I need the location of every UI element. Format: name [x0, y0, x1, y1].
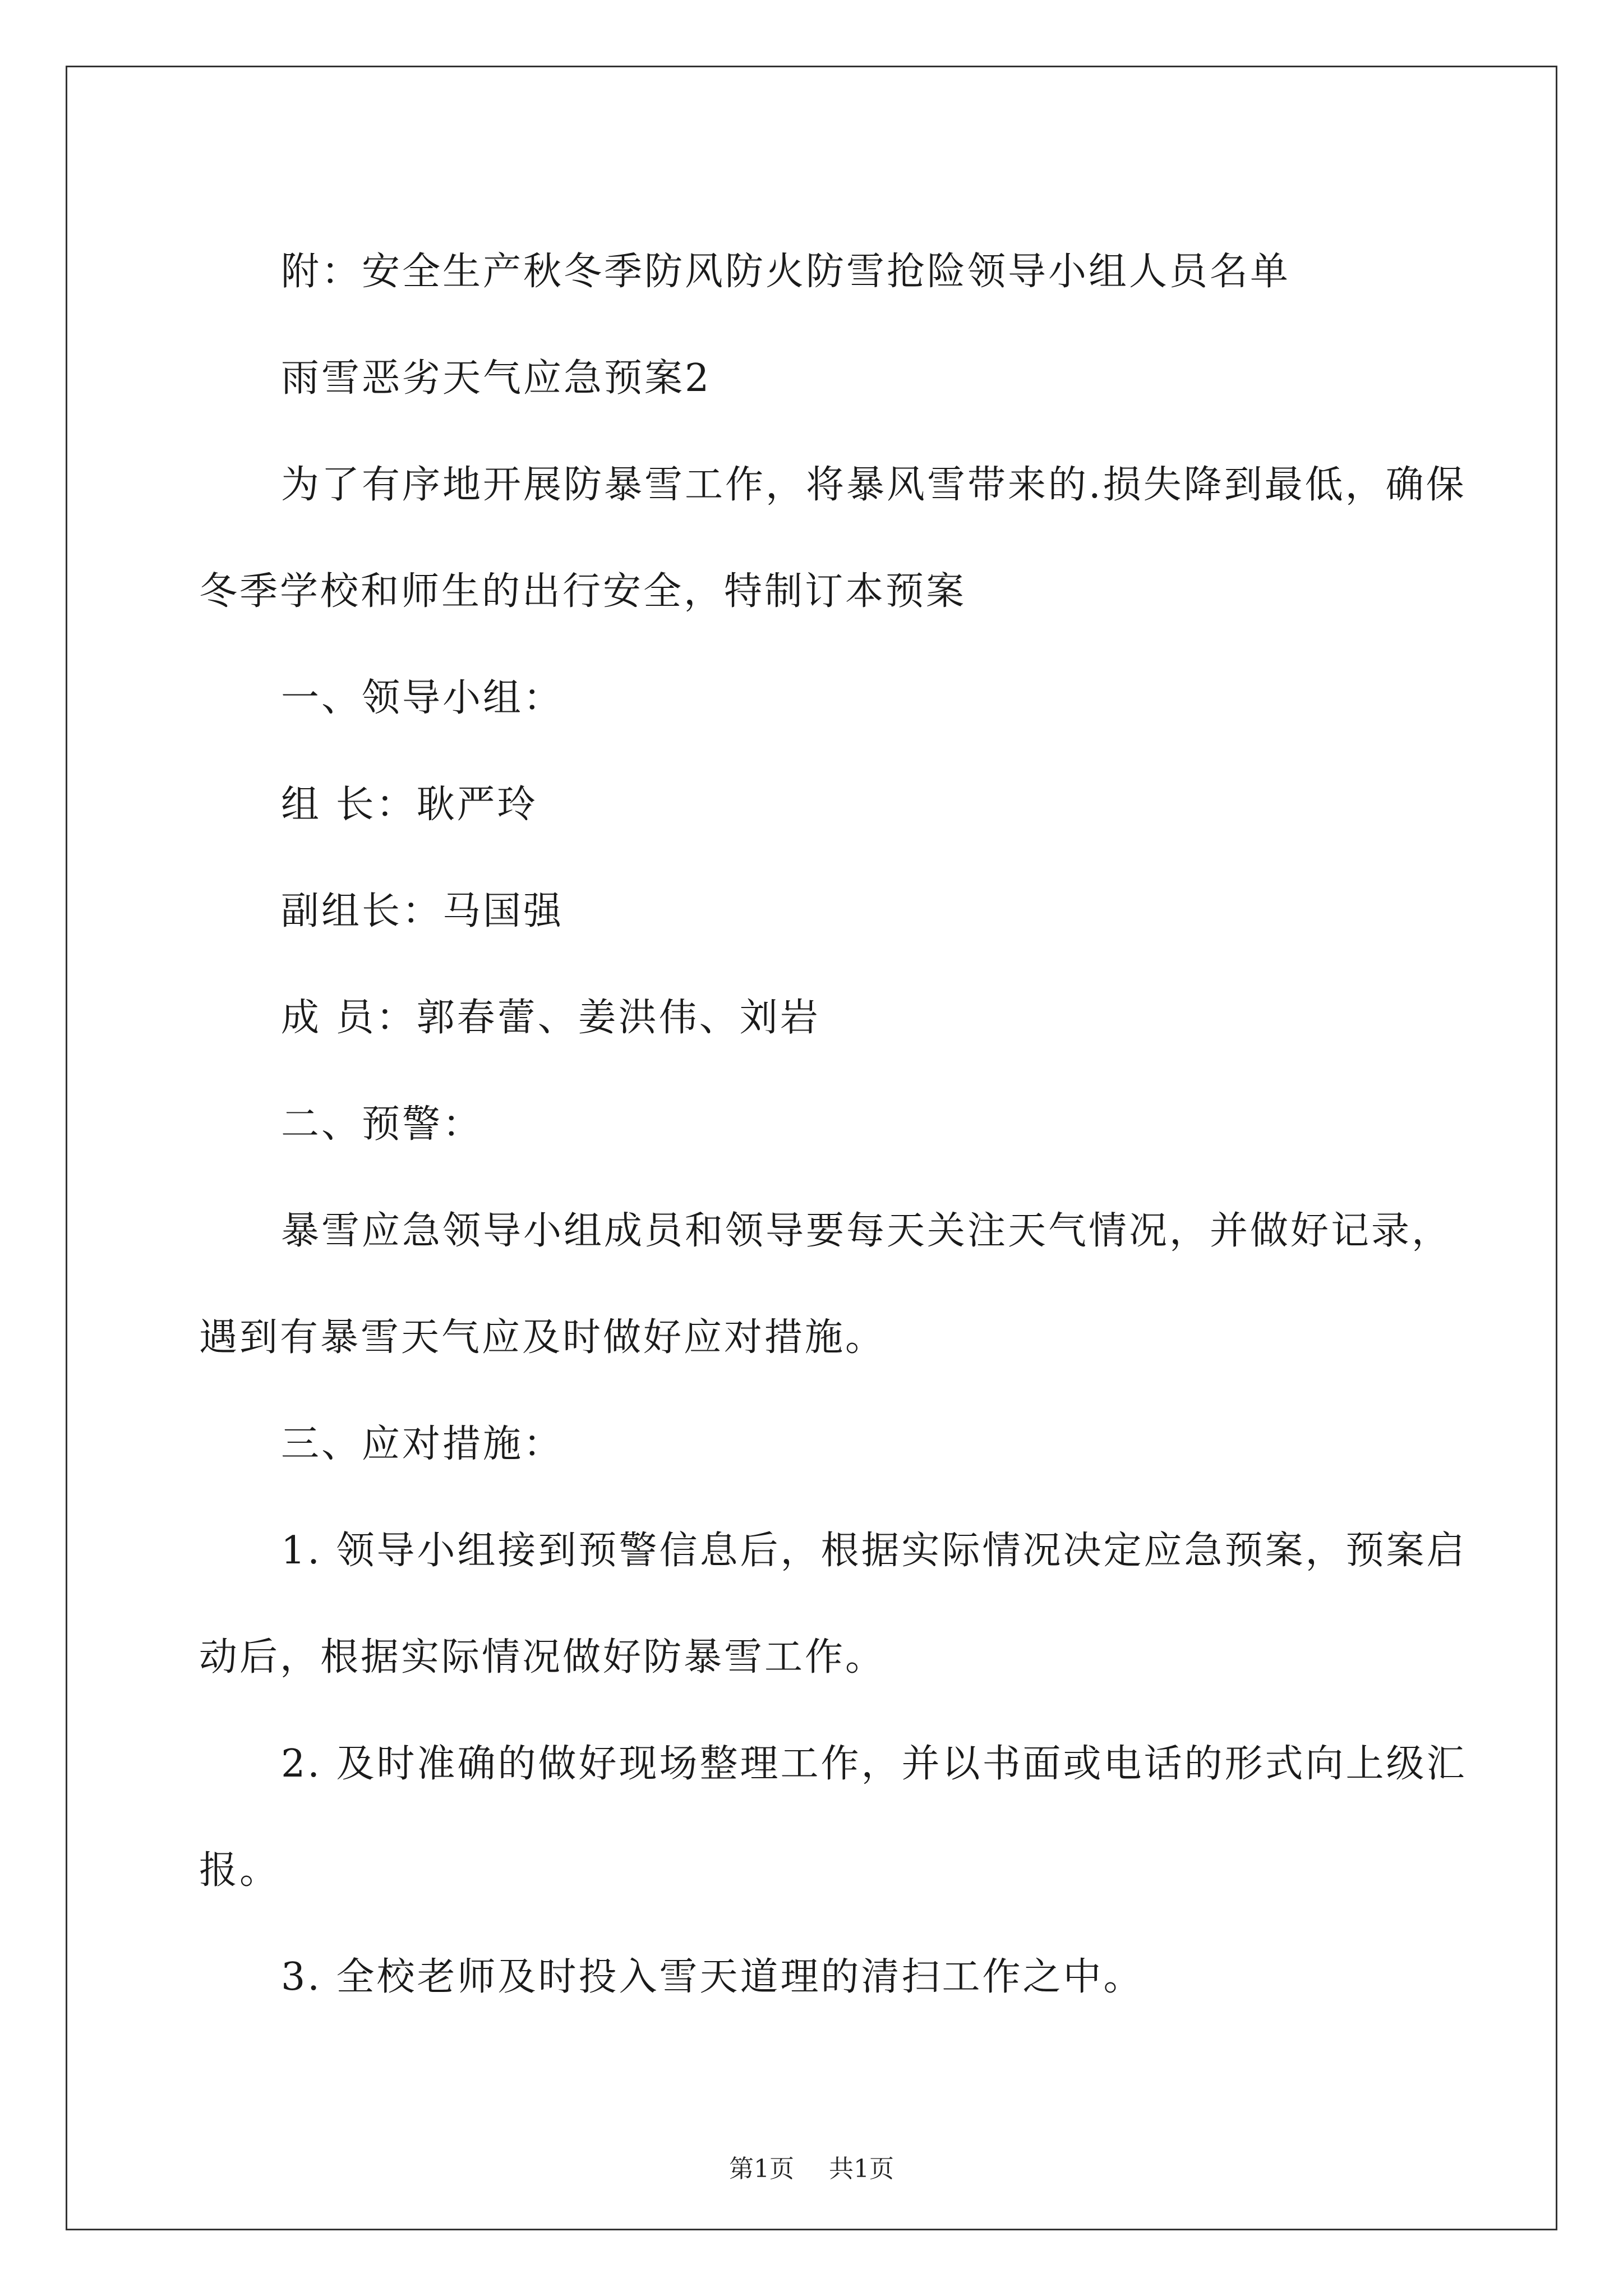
page-footer — [0, 2148, 1623, 2184]
paragraph-intro: 为了有序地开展防暴雪工作，将暴风雪带来的.损失降到最低，确保冬季学校和师生的出行安全，特制订本预案 — [199, 463, 1467, 614]
paragraph-measure-3: 3. 全校老师及时投入雪天道理的清扫工作之中。 — [281, 1955, 1144, 1999]
paragraph-section-measures: 三、应对措施： — [281, 1422, 564, 1466]
paragraph-plan-title: 雨雪恶劣天气应急预案2 — [281, 356, 712, 401]
paragraph-warning-body: 暴雪应急领导小组成员和领导要每天关注天气情况，并做好记录，遇到有暴雪天气应及时做好应对措施。 — [199, 1209, 1453, 1360]
paragraph-section-warning: 二、预警： — [281, 1102, 483, 1147]
paragraph-deputy-leader: 副组长：马国强 — [281, 889, 564, 933]
page-number: 第1页 — [729, 2155, 794, 2183]
document-body — [199, 219, 1472, 2031]
paragraph-leader: 组 长：耿严玲 — [281, 783, 538, 827]
paragraph-measure-1: 1. 领导小组接到预警信息后，根据实际情况决定应急预案，预案启动后，根据实际情况做好防暴雪工作。 — [199, 1529, 1467, 1680]
page-total: 共1页 — [829, 2155, 894, 2183]
paragraph-attachment-title: 附：安全生产秋冬季防风防火防雪抢险领导小组人员名单 — [281, 250, 1291, 294]
paragraph-members: 成 员：郭春蕾、姜洪伟、刘岩 — [281, 996, 820, 1040]
paragraph-section-leadership: 一、领导小组： — [281, 676, 564, 720]
paragraph-measure-2: 2. 及时准确的做好现场整理工作，并以书面或电话的形式向上级汇报。 — [199, 1742, 1467, 1893]
